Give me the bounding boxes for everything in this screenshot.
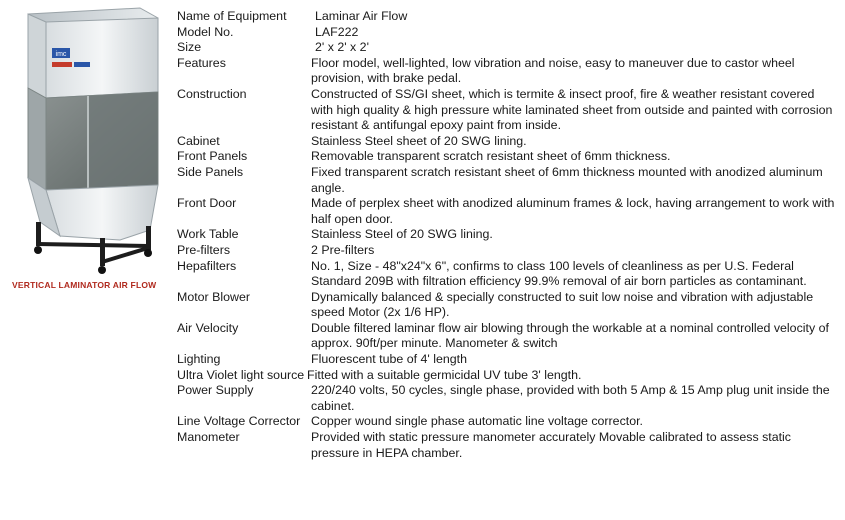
brand-stripe	[52, 62, 72, 67]
spec-value: Fixed transparent scratch resistant sheet of 6mm thickness mounted with anodized aluminum angle.	[311, 164, 823, 195]
castor-wheel	[98, 266, 106, 274]
spec-list	[177, 9, 839, 461]
spec-row	[177, 87, 839, 134]
spec-label: Model No.	[177, 24, 234, 39]
spec-value: Double filtered laminar flow air blowing through the workable at a nominal controlled velocity of approx. 90ft/per minute. Manometer & switch	[311, 320, 829, 351]
spec-label: Motor Blower	[177, 289, 250, 304]
spec-value: Made of perplex sheet with anodized aluminum frames & lock, having arrangement to work with half open door.	[311, 196, 835, 226]
spec-value: Dynamically balanced & specially constructed to suit low noise and vibration with adjustable speed Motor (2x 1/6 HP).	[311, 289, 814, 320]
castor-wheel	[34, 246, 42, 254]
spec-value: Provided with static pressure manometer accurately Movable calibrated to assess static pressure in HEPA chamber.	[311, 430, 792, 460]
spec-row	[177, 25, 839, 41]
spec-row	[177, 368, 839, 384]
spec-value: 220/240 volts, 50 cycles, single phase, provided with both 5 Amp & 15 Amp plug unit inside the cabinet.	[311, 383, 830, 413]
spec-value: Removable transparent scratch resistant sheet of 6mm thickness.	[311, 149, 671, 164]
spec-label: Pre-filters	[177, 242, 231, 257]
spec-row	[177, 290, 839, 321]
spec-row	[177, 149, 839, 165]
spec-label: Cabinet	[177, 133, 220, 148]
figure-caption: VERTICAL LAMINATOR AIR FLOW	[12, 280, 157, 290]
spec-label: Work Table	[177, 227, 239, 242]
spec-value: LAF222	[315, 24, 359, 39]
spec-row	[177, 430, 839, 461]
spec-row	[177, 321, 839, 352]
spec-label: Front Door	[177, 196, 237, 211]
spec-row	[177, 134, 839, 150]
spec-label: Construction	[177, 86, 247, 101]
laminar-air-flow-cabinet-image	[0, 0, 175, 290]
spec-row	[177, 196, 839, 227]
spec-value: Copper wound single phase automatic line voltage corrector.	[311, 414, 643, 429]
spec-value: Floor model, well-lighted, low vibration and noise, easy to maneuver due to castor wheel provision, with brake pedal.	[311, 55, 795, 86]
spec-value: Stainless Steel sheet of 20 SWG lining.	[311, 133, 527, 148]
logo-text: imc	[55, 51, 67, 58]
spec-row	[177, 227, 839, 243]
spec-value: 2 Pre-filters	[311, 242, 375, 257]
spec-row	[177, 40, 839, 56]
castor-wheel	[144, 249, 152, 257]
spec-row	[177, 259, 839, 290]
spec-label: Features	[177, 55, 226, 70]
spec-value: Constructed of SS/GI sheet, which is termite & insect proof, fire & weather resistant covered with high quality & high pressure white laminated sheet from outside and painted with corrosion resistant & antifungal epoxy paint from inside.	[311, 86, 833, 133]
brand-stripe	[74, 62, 90, 67]
spec-row	[177, 9, 839, 25]
spec-label: Lighting	[177, 352, 221, 367]
spec-row	[177, 56, 839, 87]
spec-label: Air Velocity	[177, 320, 239, 335]
spec-label: Front Panels	[177, 149, 248, 164]
product-photo	[0, 0, 175, 300]
spec-value: Fitted with a suitable germicidal UV tube 3' length.	[307, 367, 582, 382]
spec-label: Ultra Violet light source	[177, 367, 305, 382]
spec-label: Size	[177, 40, 202, 55]
spec-value: Fluorescent tube of 4' length	[311, 352, 467, 367]
spec-value: Stainless Steel of 20 SWG lining.	[311, 227, 493, 242]
spec-value: Laminar Air Flow	[315, 9, 408, 23]
spec-label: Power Supply	[177, 383, 254, 398]
spec-value: 2' x 2' x 2'	[315, 40, 369, 55]
spec-label: Side Panels	[177, 164, 244, 179]
spec-value: No. 1, Size - 48"x24"x 6", confirms to class 100 levels of cleanliness as per U.S. Federal Standard 209B with filtration efficiency 99.9% removal of air born particles as contaminant.	[311, 258, 807, 289]
spec-row	[177, 383, 839, 414]
spec-label: Line Voltage Corrector	[177, 414, 301, 429]
spec-row	[177, 243, 839, 259]
spec-label: Manometer	[177, 430, 240, 445]
spec-label: Name of Equipment	[177, 9, 287, 23]
spec-row	[177, 352, 839, 368]
spec-row	[177, 414, 839, 430]
spec-row	[177, 165, 839, 196]
spec-label: Hepafilters	[177, 258, 237, 273]
